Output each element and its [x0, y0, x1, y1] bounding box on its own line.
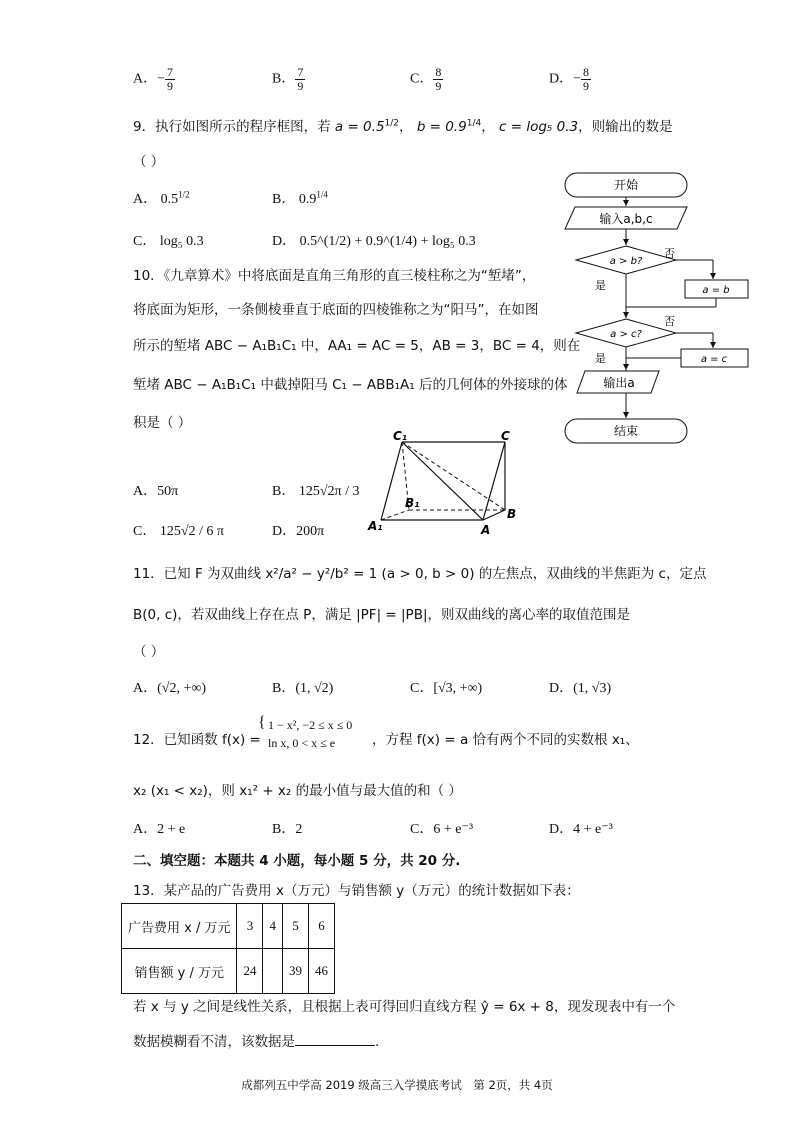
label-a: A	[481, 523, 491, 537]
q13-data-table	[121, 903, 335, 994]
flow-output-text: 输出a	[603, 376, 635, 390]
q11-line2: B(0, c)，若双曲线上存在点 P，满足 |PF| = |PB|，则双曲线的离心率的取值范围是	[133, 607, 631, 623]
q12-case1: 1 − x², −2 ≤ x ≤ 0	[268, 718, 353, 732]
q8-option-c: C． $\frac{8}{9}$	[410, 65, 442, 93]
q11-option-c: C．[√3, +∞)	[410, 681, 483, 696]
q10-option-d: D．200π	[272, 524, 325, 539]
q9-option-d: D． 0.5^(1/2) + 0.9^(1/4) + log₅ 0.3	[272, 234, 476, 249]
q12-option-c: C．6 + e⁻³	[410, 822, 474, 837]
q11-option-a: A．(√2, +∞)	[133, 681, 206, 696]
label-b1: B₁	[405, 496, 420, 510]
answer-blank[interactable]	[295, 1031, 375, 1046]
flow-condition2-text: a > c?	[610, 329, 642, 340]
q10-line2: 将底面为矩形，一条侧棱垂直于底面的四棱锥称之为“阳马”，在如图	[133, 302, 539, 318]
table-cell-blurred	[263, 949, 283, 994]
section-heading: 二、填空题：本题共 4 小题，每小题 5 分，共 20 分.	[133, 853, 461, 869]
q9-stem: 9．执行如图所示的程序框图，若 $a = 0.5^{1/2}$， $b = 0.9^{1/4}$， c = log₅ 0.3，则输出的数是	[133, 118, 673, 135]
q10-line1: 10．《九章算术》中将底面是直角三角形的直三棱柱称之为“堑堵”，	[133, 268, 536, 284]
q11-option-b: B．(1, √2)	[272, 681, 334, 696]
table-row	[122, 904, 335, 949]
label-c: C	[501, 429, 510, 443]
q12-case2: ln x, 0 < x ≤ e	[268, 736, 336, 750]
table-cell: 39	[282, 949, 308, 994]
prism-figure	[365, 428, 525, 538]
flow-end-text: 结束	[613, 424, 639, 438]
table-cell: 24	[237, 949, 263, 994]
table-row	[122, 949, 335, 994]
q12-line1b: ，方程 f(x) = a 恰有两个不同的实数根 x₁、	[372, 732, 639, 748]
table-cell: 5	[282, 904, 308, 949]
table-cell: 6	[308, 904, 334, 949]
q12-line1a: 12．已知函数 f(x) =	[133, 732, 261, 748]
label-b: B	[507, 507, 517, 521]
flow-assign1-text: a = b	[702, 285, 730, 296]
q8-option-d: D．− $\frac{8}{9}$	[549, 65, 590, 93]
q9-option-a: A． $0.5^{1/2}$	[133, 189, 190, 207]
table-header-cell: 广告费用 x / 万元	[122, 904, 237, 949]
page-footer: 成都列五中学高 2019 级高三入学摸底考试 第 2页，共 4页	[241, 1078, 553, 1092]
label-c1: C₁	[393, 429, 408, 443]
q13-line1: 若 x 与 y 之间是线性关系，且根据上表可得回归直线方程 ŷ = 6x + 8，现发现表中有一个	[133, 999, 676, 1015]
flow-condition1-text: a > b?	[609, 256, 643, 267]
q8-option-a: A．− $\frac{7}{9}$	[133, 65, 174, 93]
q10-line4: 堑堵 ABC − A₁B₁C₁ 中截掉阳马 C₁ − ABB₁A₁ 后的几何体的外接球的体	[133, 377, 568, 393]
q9-option-b: B． $0.9^{1/4}$	[272, 189, 328, 207]
q8-option-b: B． $\frac{7}{9}$	[272, 65, 304, 93]
table-cell: 46	[308, 949, 334, 994]
q11-option-d: D．(1, √3)	[549, 681, 612, 696]
q12-line2: x₂ (x₁ < x₂)，则 x₁² + x₂ 的最小值与最大值的和（ ）	[133, 783, 462, 799]
q12-option-b: B．2	[272, 822, 303, 837]
flow-yes2-label: 是	[595, 352, 606, 365]
program-flowchart	[555, 165, 755, 450]
label-a1: A₁	[368, 519, 383, 533]
q12-option-d: D．4 + e⁻³	[549, 822, 613, 837]
flow-input-text: 输入a,b,c	[599, 212, 653, 226]
q10-option-c: C． 125√2 / 6 π	[133, 524, 224, 539]
q11-line1: 11．已知 F 为双曲线 x²/a² − y²/b² = 1 (a > 0, b > 0) 的左焦点，双曲线的半焦距为 c，定点	[133, 566, 707, 582]
flow-yes1-label: 是	[595, 279, 606, 292]
flow-no1-label: 否	[664, 247, 675, 260]
q10-option-b: B． 125√2π / 3	[272, 484, 360, 499]
q12-brace: {	[258, 714, 266, 731]
table-cell: 4	[263, 904, 283, 949]
q12-cases	[268, 716, 352, 752]
flow-no2-label: 否	[664, 315, 675, 328]
q12-option-a: A．2 + e	[133, 822, 186, 837]
q13-stem: 13．某产品的广告费用 x（万元）与销售额 y（万元）的统计数据如下表：	[133, 883, 580, 899]
q13-line2: 数据模糊看不清，该数据是 .	[133, 1030, 379, 1050]
q10-option-a: A．50π	[133, 484, 179, 499]
q11-paren: （ ）	[133, 644, 165, 660]
table-cell: 3	[237, 904, 263, 949]
table-header-cell: 销售额 y / 万元	[122, 949, 237, 994]
flow-start-text: 开始	[613, 178, 639, 192]
q9-option-c: C． log₅ 0.3	[133, 234, 204, 249]
flow-assign2-text: a = c	[700, 354, 728, 365]
q10-line5: 积是（ ）	[133, 415, 192, 431]
q9-paren: （ ）	[133, 154, 165, 170]
q10-line3: 所示的堑堵 ABC − A₁B₁C₁ 中，AA₁ = AC = 5，AB = 3，BC = 4，则在	[133, 338, 581, 354]
